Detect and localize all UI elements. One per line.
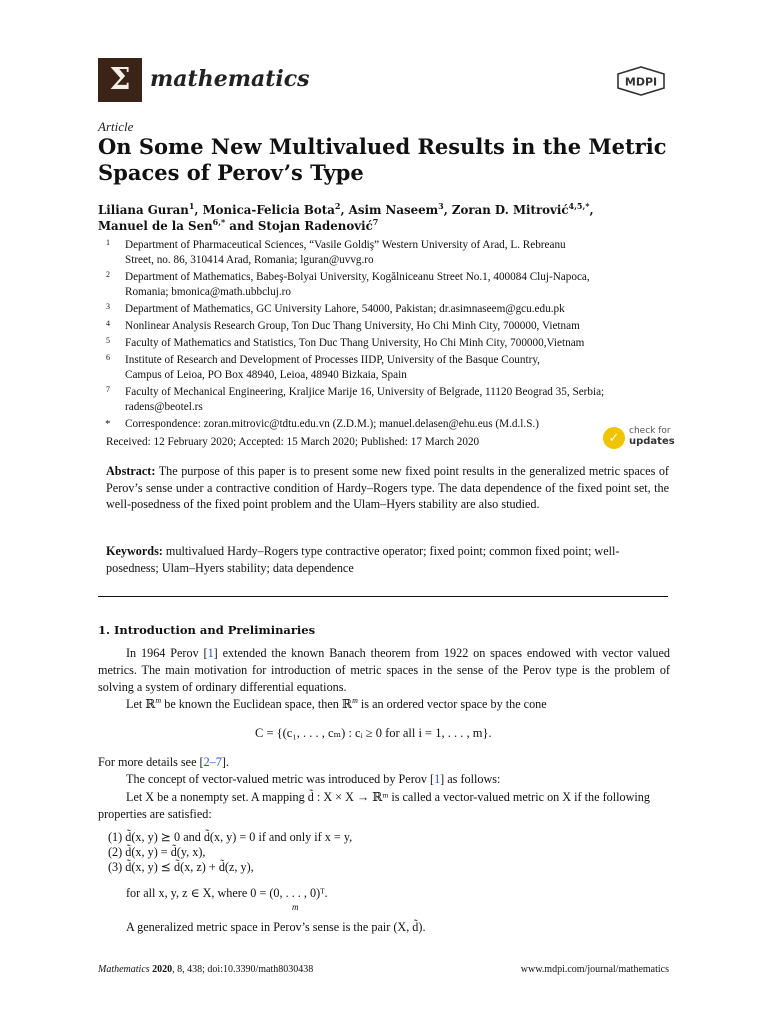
check-for-updates-badge[interactable]	[603, 426, 683, 454]
property-item: (2) d̃(x, y) = d̃(y, x),	[108, 845, 206, 859]
affiliation-number: 5	[106, 336, 110, 345]
math-sup: m	[155, 695, 162, 705]
author-affil: 7	[372, 217, 379, 228]
affiliation-number: 4	[106, 319, 110, 328]
affiliation-number: 6	[106, 353, 110, 362]
check-line-2: updates	[629, 436, 675, 447]
author-separator: ,	[589, 203, 594, 217]
keywords-label: Keywords:	[106, 544, 163, 558]
author-affil: 6,*	[212, 217, 226, 228]
abstract	[106, 463, 669, 513]
affiliation-number: 2	[106, 270, 110, 279]
affiliation-item	[98, 353, 678, 383]
affiliation-text: Correspondence: zoran.mitrovic@tdtu.edu.vn (Z.D.M.); manuel.delasen@ehu.eus (M.d.l.S.)	[125, 418, 539, 430]
author-name: Monica-Felicia Bota	[202, 203, 335, 217]
author-affil: 1	[188, 201, 195, 212]
property-item: (3) d̃(x, y) ⪯ d̃(x, z) + d̃(z, y),	[108, 860, 254, 874]
footer-journal: Mathematics	[98, 964, 150, 975]
sigma-icon: Σ	[109, 62, 131, 97]
article-type: Article	[98, 119, 134, 134]
author-separator: ,	[443, 203, 452, 217]
intro-paragraph-1	[98, 645, 670, 696]
body-text: In 1964 Perov [	[126, 646, 208, 660]
author-name: Asim Naseem	[348, 203, 439, 217]
publisher-name: MDPI	[624, 75, 658, 89]
concept-sentence	[126, 772, 500, 787]
footer-year: 2020	[152, 964, 173, 975]
reference-link[interactable]: 1	[434, 772, 441, 786]
author-separator: and	[225, 219, 258, 233]
affiliation-item	[98, 385, 678, 415]
property-item: (1) d̃(x, y) ⪰ 0 and d̃(x, y) = 0 if and only if x = y,	[108, 830, 353, 844]
footer-doi: , 8, 438; doi:10.3390/math8030438	[172, 964, 314, 975]
body-text: The concept of vector-valued metric was introduced by Perov [	[126, 772, 435, 786]
author-affil: 4,5,*	[568, 201, 590, 212]
section-heading: 1. Introduction and Preliminaries	[98, 623, 316, 637]
affiliation-text: Department of Pharmaceutical Sciences, “Vasile Goldiş” Western University of Arad, L. Rebreanu	[125, 239, 566, 251]
author-line-1	[98, 202, 678, 218]
check-line-1: check for	[629, 426, 671, 436]
affiliation-number: 1	[106, 238, 110, 247]
generalized-space-sentence: A generalized metric space in Perov’s sense is the pair (X, d̃).	[126, 920, 426, 934]
forall-clause: for all x, y, z ∈ X, where 0 = (0, . . . , 0)ᵀ.	[126, 886, 328, 900]
body-text: Let ℝ	[126, 697, 156, 711]
author-name: Zoran D. Mitrović	[451, 203, 569, 217]
affiliation-text: Street, no. 86, 310414 Arad, Romania; lguran@uvvg.ro	[125, 254, 374, 266]
affiliation-text: Romania; bmonica@math.ubbcluj.ro	[125, 286, 291, 298]
affiliation-text: Nonlinear Analysis Research Group, Ton Duc Thang University, Ho Chi Minh City, 700000, Vietnam	[125, 320, 580, 332]
abstract-text: The purpose of this paper is to present some new fixed point results in the generalized metric spaces of Perov’s sense under a contractive condition of Hardy–Rogers type. The data dependence of the fixed point set, the well-posedness of the fixed point problem and the Ulam–Hyers stability are also studied.	[106, 464, 669, 511]
intro-paragraph-2	[98, 696, 670, 713]
footer-citation	[98, 964, 313, 975]
affiliation-text: Faculty of Mathematics and Statistics, Ton Duc Thang University, Ho Chi Minh City, 700000,Vietnam	[125, 337, 585, 349]
keywords-text: multivalued Hardy–Rogers type contractive operator; fixed point; common fixed point; well-posedness; Ulam–Hyers stability; data dependence	[106, 544, 620, 575]
keywords	[106, 543, 669, 576]
author-list	[98, 202, 678, 234]
affiliation-item	[98, 270, 678, 300]
underbrace-label: m	[292, 902, 299, 912]
affiliation-item	[98, 302, 678, 317]
body-text: For more details see [	[98, 755, 204, 769]
author-separator: ,	[194, 203, 203, 217]
affiliation-text: radens@beotel.rs	[125, 401, 203, 413]
publication-dates: Received: 12 February 2020; Accepted: 15 March 2020; Published: 17 March 2020	[106, 436, 480, 448]
author-name: Stojan Radenović	[257, 219, 373, 233]
author-line-2	[98, 218, 678, 234]
affiliation-item	[98, 319, 678, 334]
cone-equation: C = {(c₁, . . . , cₘ) : cᵢ ≥ 0 for all i = 1, . . . , m}.	[255, 726, 492, 740]
author-affil: 3	[438, 201, 444, 212]
more-details	[98, 755, 229, 770]
definition-paragraph	[98, 789, 670, 823]
affiliation-text: Department of Mathematics, Babeş-Bolyai University, Kogălniceanu Street No.1, 400084 Cluj-Napoca,	[125, 271, 590, 283]
abstract-label: Abstract:	[106, 464, 156, 478]
body-text: be known the Euclidean space, then ℝ	[161, 697, 353, 711]
affiliation-text: Faculty of Mechanical Engineering, Kraljice Marije 16, University of Belgrade, 11120 Beograd 35, Serbia;	[125, 386, 605, 398]
affiliation-text: Campus of Leioa, PO Box 48940, Leioa, 48940 Bizkaia, Spain	[125, 369, 407, 381]
math-sup: m	[352, 695, 358, 705]
check-icon: ✓	[603, 427, 625, 449]
body-text: Let X be a nonempty set. A mapping d̃ : X × X → ℝᵐ is called a vector-valued metric on X if the following properties are satisfied:	[98, 790, 650, 821]
title-line-2: Spaces of Perov’s Type	[98, 160, 364, 185]
body-text: is an ordered vector space by the cone	[357, 697, 547, 711]
journal-name: mathematics	[150, 66, 310, 92]
body-text: ].	[221, 755, 229, 769]
paper-title	[98, 134, 688, 186]
mdpi-logo	[610, 66, 672, 96]
author-separator: ,	[340, 203, 349, 217]
affiliation-number: 7	[106, 385, 110, 394]
correspondence-item	[98, 417, 678, 432]
affiliation-text: Institute of Research and Development of Processes IIDP, University of the Basque Country,	[125, 354, 540, 366]
affiliation-number: 3	[106, 302, 110, 311]
title-line-1: On Some New Multivalued Results in the Metric	[98, 134, 667, 159]
reference-link[interactable]: 2–7	[203, 755, 222, 769]
reference-link[interactable]: 1	[207, 646, 214, 660]
affiliation-item	[98, 238, 678, 268]
affiliation-item	[98, 336, 678, 351]
author-affil: 2	[334, 201, 341, 212]
affiliation-number: *	[105, 418, 111, 430]
affiliations	[98, 238, 678, 434]
body-text: ] extended the known Banach theorem from 1922 on spaces endowed with vector valued metrics. The main motivation for introduction of metric spaces in the sense of the Perov type is the problem of solving a system of ordinary differential equations.	[98, 646, 670, 694]
footer-url[interactable]: www.mdpi.com/journal/mathematics	[520, 964, 669, 975]
author-name: Liliana Guran	[98, 203, 189, 217]
metric-properties	[108, 830, 352, 875]
journal-logo	[98, 58, 142, 102]
section-divider	[98, 596, 668, 597]
author-name: Manuel de la Sen	[98, 219, 213, 233]
affiliation-text: Department of Mathematics, GC University Lahore, 54000, Pakistan; dr.asimnaseem@gcu.edu.pk	[125, 303, 565, 315]
body-text: ] as follows:	[440, 772, 501, 786]
